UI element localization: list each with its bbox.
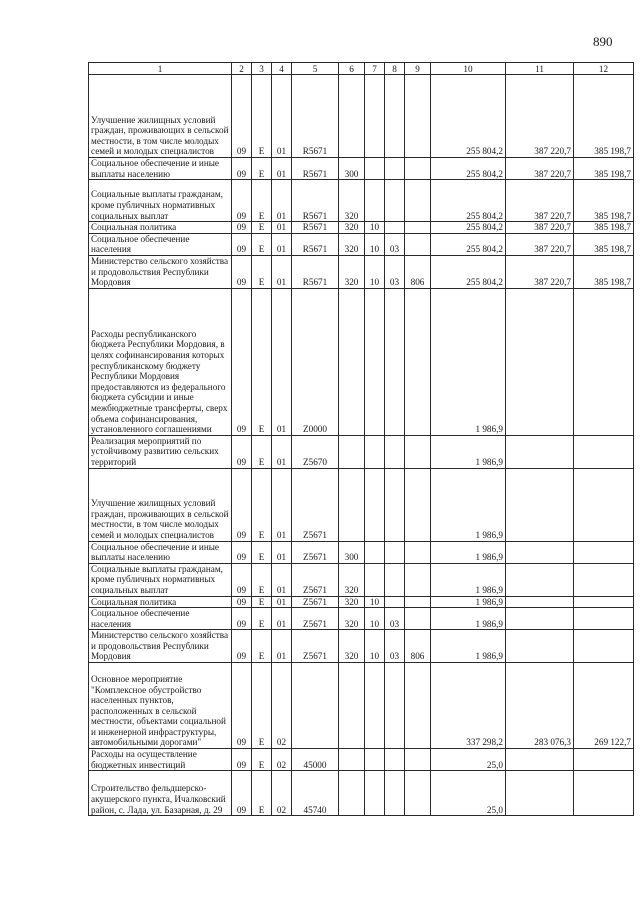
cell-subsection (385, 749, 405, 771)
cell-section: 09 (232, 180, 252, 222)
cell-expense-type (339, 435, 365, 468)
cell-amount-3 (574, 541, 634, 563)
cell-expense-type: 320 (339, 563, 365, 596)
cell-ministry (405, 233, 431, 255)
cell-subsection (385, 288, 405, 435)
cell-section-code: 10 (365, 222, 385, 234)
cell-section-code (365, 288, 385, 435)
cell-amount-2 (506, 288, 574, 435)
cell-section: 09 (232, 233, 252, 255)
cell-amount-3: 385 198,7 (574, 158, 634, 180)
row-name: Министерство сельского хозяйства и продовольствия Республики Мордовия (89, 630, 232, 663)
cell-amount-1: 255 804,2 (431, 158, 506, 180)
cell-amount-1: 337 298,2 (431, 663, 506, 749)
row-name: Социальные выплаты гражданам, кроме публичных нормативных социальных выплат (89, 563, 232, 596)
cell-subsection (385, 180, 405, 222)
cell-ministry (405, 468, 431, 541)
cell-event: 01 (272, 596, 292, 608)
col-header: 10 (431, 63, 506, 75)
cell-target: 45740 (292, 771, 339, 816)
cell-amount-1: 255 804,2 (431, 75, 506, 158)
cell-amount-2 (506, 541, 574, 563)
cell-amount-2: 387 220,7 (506, 158, 574, 180)
cell-amount-3: 385 198,7 (574, 222, 634, 234)
table-row (89, 541, 634, 563)
cell-subsection: 03 (385, 255, 405, 288)
cell-section: 09 (232, 288, 252, 435)
cell-event: 01 (272, 158, 292, 180)
cell-subsection: 03 (385, 233, 405, 255)
cell-section-code: 10 (365, 630, 385, 663)
cell-subprogram: Е (252, 233, 272, 255)
cell-amount-1: 255 804,2 (431, 180, 506, 222)
cell-ministry (405, 563, 431, 596)
cell-target (292, 663, 339, 749)
col-header: 5 (292, 63, 339, 75)
cell-subsection (385, 771, 405, 816)
row-name: Социальная политика (89, 222, 232, 234)
cell-subsection (385, 563, 405, 596)
cell-section: 09 (232, 663, 252, 749)
col-header: 4 (272, 63, 292, 75)
cell-amount-3 (574, 468, 634, 541)
cell-amount-2: 387 220,7 (506, 222, 574, 234)
cell-section-code: 10 (365, 233, 385, 255)
cell-section: 09 (232, 158, 252, 180)
row-name: Основное мероприятие "Комплексное обустройство населенных пунктов, расположенных в сельской местности, объектами социальной и инженерной инфраструктуры, автомобильными дорогами" (89, 663, 232, 749)
row-name: Социальное обеспечение населения (89, 608, 232, 630)
cell-subsection (385, 468, 405, 541)
cell-subprogram: Е (252, 596, 272, 608)
table-row (89, 435, 634, 468)
table-row (89, 630, 634, 663)
cell-section-code (365, 158, 385, 180)
cell-amount-1: 1 986,9 (431, 541, 506, 563)
cell-subsection (385, 75, 405, 158)
cell-amount-1: 1 986,9 (431, 435, 506, 468)
cell-section-code (365, 663, 385, 749)
cell-section: 09 (232, 563, 252, 596)
col-header: 1 (89, 63, 232, 75)
table-row (89, 288, 634, 435)
cell-section-code (365, 435, 385, 468)
cell-subprogram: Е (252, 468, 272, 541)
cell-amount-3 (574, 749, 634, 771)
cell-amount-2: 387 220,7 (506, 233, 574, 255)
col-header: 2 (232, 63, 252, 75)
cell-expense-type (339, 663, 365, 749)
cell-amount-2 (506, 468, 574, 541)
cell-expense-type: 320 (339, 630, 365, 663)
cell-section: 09 (232, 608, 252, 630)
cell-target: Z5671 (292, 608, 339, 630)
cell-amount-3 (574, 288, 634, 435)
table-row (89, 255, 634, 288)
cell-event: 01 (272, 180, 292, 222)
col-header: 8 (385, 63, 405, 75)
cell-target: R5671 (292, 255, 339, 288)
cell-amount-3: 385 198,7 (574, 180, 634, 222)
cell-section: 09 (232, 75, 252, 158)
table-row (89, 596, 634, 608)
cell-section-code (365, 771, 385, 816)
cell-section: 09 (232, 541, 252, 563)
cell-event: 01 (272, 468, 292, 541)
cell-event: 01 (272, 541, 292, 563)
row-name: Министерство сельского хозяйства и продовольствия Республики Мордовия (89, 255, 232, 288)
cell-subsection: 03 (385, 608, 405, 630)
cell-ministry (405, 75, 431, 158)
row-name: Улучшение жилищных условий граждан, проживающих в сельской местности, в том числе молодых семей и молодых специалистов (89, 468, 232, 541)
cell-expense-type (339, 288, 365, 435)
cell-amount-2 (506, 596, 574, 608)
cell-event: 01 (272, 630, 292, 663)
cell-section: 09 (232, 630, 252, 663)
cell-event: 01 (272, 608, 292, 630)
cell-expense-type: 320 (339, 222, 365, 234)
cell-section: 09 (232, 255, 252, 288)
cell-ministry (405, 180, 431, 222)
col-header: 3 (252, 63, 272, 75)
col-header: 6 (339, 63, 365, 75)
cell-section-code (365, 541, 385, 563)
cell-section: 09 (232, 749, 252, 771)
table-row (89, 771, 634, 816)
cell-amount-1: 1 986,9 (431, 596, 506, 608)
cell-ministry (405, 749, 431, 771)
cell-section-code (365, 180, 385, 222)
cell-amount-1: 1 986,9 (431, 608, 506, 630)
cell-amount-1: 255 804,2 (431, 233, 506, 255)
cell-event: 02 (272, 771, 292, 816)
cell-amount-3 (574, 563, 634, 596)
cell-subsection (385, 435, 405, 468)
table-row (89, 663, 634, 749)
table-row (89, 749, 634, 771)
cell-amount-2: 387 220,7 (506, 255, 574, 288)
cell-section: 09 (232, 596, 252, 608)
cell-section-code: 10 (365, 255, 385, 288)
cell-subprogram: Е (252, 158, 272, 180)
budget-table (88, 62, 634, 816)
cell-target: R5671 (292, 233, 339, 255)
cell-event: 01 (272, 255, 292, 288)
cell-ministry (405, 663, 431, 749)
cell-amount-3: 385 198,7 (574, 255, 634, 288)
cell-section-code (365, 75, 385, 158)
cell-ministry (405, 771, 431, 816)
cell-amount-3: 385 198,7 (574, 75, 634, 158)
cell-amount-1: 255 804,2 (431, 222, 506, 234)
cell-amount-3: 269 122,7 (574, 663, 634, 749)
cell-amount-1: 255 804,2 (431, 255, 506, 288)
cell-subsection (385, 158, 405, 180)
cell-expense-type: 320 (339, 596, 365, 608)
cell-ministry: 806 (405, 630, 431, 663)
cell-amount-3 (574, 435, 634, 468)
cell-expense-type (339, 468, 365, 541)
cell-expense-type: 300 (339, 158, 365, 180)
cell-amount-2 (506, 608, 574, 630)
row-name: Социальное обеспечение и иные выплаты населению (89, 158, 232, 180)
table-row (89, 563, 634, 596)
cell-subprogram: Е (252, 749, 272, 771)
cell-ministry (405, 541, 431, 563)
cell-amount-2: 387 220,7 (506, 180, 574, 222)
cell-section-code: 10 (365, 608, 385, 630)
row-name: Социальная политика (89, 596, 232, 608)
cell-target: R5671 (292, 180, 339, 222)
cell-subprogram: Е (252, 288, 272, 435)
cell-section-code (365, 749, 385, 771)
cell-section-code: 10 (365, 596, 385, 608)
cell-target: Z5671 (292, 541, 339, 563)
cell-amount-2 (506, 749, 574, 771)
cell-ministry (405, 222, 431, 234)
cell-subprogram: Е (252, 541, 272, 563)
cell-target: Z0000 (292, 288, 339, 435)
cell-amount-2 (506, 771, 574, 816)
cell-amount-1: 1 986,9 (431, 468, 506, 541)
cell-event: 01 (272, 75, 292, 158)
cell-target: R5671 (292, 222, 339, 234)
cell-amount-3 (574, 630, 634, 663)
cell-target: Z5671 (292, 468, 339, 541)
table-row (89, 608, 634, 630)
cell-subprogram: Е (252, 663, 272, 749)
cell-amount-3 (574, 771, 634, 816)
cell-amount-2: 283 076,3 (506, 663, 574, 749)
cell-target: Z5670 (292, 435, 339, 468)
cell-section-code (365, 468, 385, 541)
col-header: 11 (506, 63, 574, 75)
cell-ministry: 806 (405, 255, 431, 288)
cell-amount-3 (574, 596, 634, 608)
row-name: Социальное обеспечение населения (89, 233, 232, 255)
cell-amount-2: 387 220,7 (506, 75, 574, 158)
cell-target: Z5671 (292, 563, 339, 596)
cell-amount-1: 25,0 (431, 749, 506, 771)
cell-amount-1: 25,0 (431, 771, 506, 816)
cell-target: 45000 (292, 749, 339, 771)
page-number: 890 (593, 34, 613, 49)
cell-subprogram: Е (252, 222, 272, 234)
cell-subsection (385, 596, 405, 608)
header-row (89, 63, 634, 75)
cell-section: 09 (232, 435, 252, 468)
row-name: Расходы республиканского бюджета Республики Мордовия, в целях софинансирования которых республиканскому бюджету Республики Мордовия предоставляются из федерального бюджета субсидии и иные межбюджетные трансферты, сверх объема софинансирования, установленного соглашениями (89, 288, 232, 435)
cell-amount-3 (574, 608, 634, 630)
table-row (89, 180, 634, 222)
cell-target: R5671 (292, 158, 339, 180)
cell-event: 01 (272, 435, 292, 468)
table-row (89, 158, 634, 180)
cell-section: 09 (232, 771, 252, 816)
cell-amount-1: 1 986,9 (431, 288, 506, 435)
col-header: 12 (574, 63, 634, 75)
cell-amount-1: 1 986,9 (431, 630, 506, 663)
col-header: 9 (405, 63, 431, 75)
row-name: Строительство фельдшерско-акушерского пункта, Ичалковский район, с. Лада, ул. Базарная, д. 29 (89, 771, 232, 816)
cell-amount-2 (506, 563, 574, 596)
cell-ministry (405, 596, 431, 608)
cell-subprogram: Е (252, 75, 272, 158)
cell-section-code (365, 563, 385, 596)
cell-ministry (405, 288, 431, 435)
cell-section: 09 (232, 468, 252, 541)
table-row (89, 222, 634, 234)
row-name: Расходы на осуществление бюджетных инвестиций (89, 749, 232, 771)
table-row (89, 233, 634, 255)
cell-subprogram: Е (252, 180, 272, 222)
cell-amount-3: 385 198,7 (574, 233, 634, 255)
cell-subprogram: Е (252, 630, 272, 663)
cell-subprogram: Е (252, 563, 272, 596)
cell-subsection: 03 (385, 630, 405, 663)
row-name: Улучшение жилищных условий граждан, проживающих в сельской местности, в том числе молодых семей и молодых специалистов (89, 75, 232, 158)
row-name: Социальные выплаты гражданам, кроме публичных нормативных социальных выплат (89, 180, 232, 222)
cell-amount-2 (506, 435, 574, 468)
cell-subprogram: Е (252, 608, 272, 630)
cell-target: Z5671 (292, 596, 339, 608)
cell-section: 09 (232, 222, 252, 234)
cell-subprogram: Е (252, 255, 272, 288)
row-name: Социальное обеспечение и иные выплаты населению (89, 541, 232, 563)
cell-subprogram: Е (252, 771, 272, 816)
cell-amount-1: 1 986,9 (431, 563, 506, 596)
cell-subsection (385, 541, 405, 563)
cell-subprogram: Е (252, 435, 272, 468)
cell-expense-type: 320 (339, 233, 365, 255)
cell-event: 01 (272, 288, 292, 435)
cell-ministry (405, 608, 431, 630)
table-row (89, 468, 634, 541)
cell-expense-type: 320 (339, 180, 365, 222)
cell-expense-type: 320 (339, 255, 365, 288)
table-row (89, 75, 634, 158)
row-name: Реализация мероприятий по устойчивому развитию сельских территорий (89, 435, 232, 468)
cell-target: Z5671 (292, 630, 339, 663)
cell-target: R5671 (292, 75, 339, 158)
cell-event: 01 (272, 233, 292, 255)
cell-subsection (385, 222, 405, 234)
cell-ministry (405, 158, 431, 180)
cell-expense-type (339, 75, 365, 158)
cell-event: 01 (272, 222, 292, 234)
cell-expense-type (339, 771, 365, 816)
cell-event: 02 (272, 663, 292, 749)
cell-expense-type: 320 (339, 608, 365, 630)
cell-amount-2 (506, 630, 574, 663)
cell-subsection (385, 663, 405, 749)
cell-event: 01 (272, 563, 292, 596)
cell-expense-type (339, 749, 365, 771)
cell-expense-type: 300 (339, 541, 365, 563)
cell-ministry (405, 435, 431, 468)
col-header: 7 (365, 63, 385, 75)
cell-event: 02 (272, 749, 292, 771)
